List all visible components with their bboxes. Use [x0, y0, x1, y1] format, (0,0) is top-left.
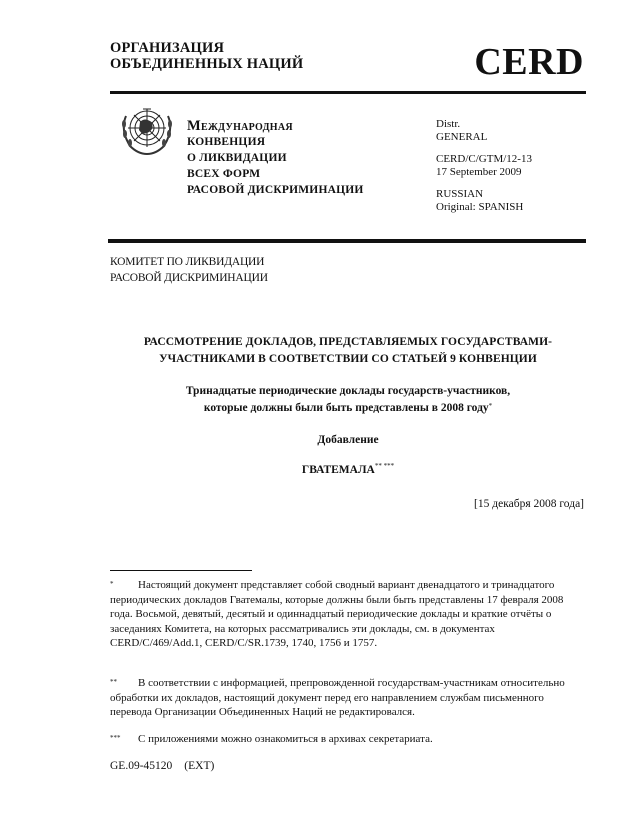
convention-line-4: ВСЕХ ФОРМ	[187, 168, 261, 180]
main-heading-line-1: РАССМОТРЕНИЕ ДОКЛАДОВ, ПРЕДСТАВЛЯЕМЫХ ГОСУДАРСТВАМИ-	[143, 336, 553, 348]
organization-line-2: ОБЪЕДИНЕННЫХ НАЦИЙ	[110, 56, 304, 72]
footnote-text: Настоящий документ представляет собой сводный вариант двенадцатого и тринадцатого периодических докладов Гватемалы, которые должны были быть представлены 17 февраля 2008 года. Восьмой, девятый, десятый и одиннадцатый периодические доклады и краткие отчёты о заседаниях Комитета, на которых рассматривались эти доклады, см. в документах CERD/C/469/Add.1, CERD/C/SR.1739, 1740, 1756 и 1757.	[110, 579, 564, 649]
footnote-1	[110, 578, 580, 651]
sub-heading-line-2: которые должны были быть представлены в 2008 году	[203, 402, 489, 414]
country-name: ГВАТЕМАЛА	[301, 464, 375, 476]
main-heading	[110, 334, 586, 368]
convention-line-5: РАСОВОЙ ДИСКРИМИНАЦИИ	[187, 184, 364, 196]
distr-label: Distr.	[436, 118, 461, 130]
report-date: [15 декабря 2008 года]	[474, 498, 584, 510]
distr-value: GENERAL	[436, 131, 488, 143]
convention-title	[187, 118, 364, 198]
footnote-3	[110, 732, 580, 747]
document-symbol: CERD/C/GTM/12-13	[436, 153, 532, 165]
footnote-separator	[110, 570, 252, 571]
addendum-label: Добавление	[317, 434, 379, 446]
section-divider	[108, 239, 586, 243]
job-number-code: GE.09-45120	[110, 760, 173, 772]
sub-heading-line-1: Тринадцатые периодические доклады государств-участников,	[185, 385, 511, 397]
footnote-mark: *	[110, 580, 114, 588]
footnote-ref-1[interactable]: *	[488, 402, 493, 410]
main-heading-line-2: УЧАСТНИКАМИ В СООТВЕТСТВИИ СО СТАТЬЕЙ 9 КОНВЕНЦИИ	[159, 353, 537, 365]
footnote-mark: **	[110, 678, 117, 686]
footnote-mark: ***	[110, 734, 121, 742]
document-metadata	[436, 118, 532, 214]
convention-line-3: О ЛИКВИДАЦИИ	[187, 152, 287, 164]
committee-line-2: РАСОВОЙ ДИСКРИМИНАЦИИ	[110, 272, 268, 284]
un-emblem-icon	[118, 104, 176, 156]
organization-name	[110, 40, 303, 72]
committee-name	[110, 254, 268, 286]
footnote-2	[110, 676, 580, 720]
document-date: 17 September 2009	[436, 166, 522, 178]
job-number	[110, 760, 226, 772]
original-language: Original: SPANISH	[436, 201, 524, 213]
header-divider	[110, 91, 586, 94]
document-language: RUSSIAN	[436, 188, 484, 200]
footnote-text: С приложениями можно ознакомиться в архивах секретариата.	[138, 733, 433, 745]
footnote-text: В соответствии с информацией, препровожденной государствам-участникам относительно обработки их докладов, настоящий документ перед его направлением службам письменного перевода Организации Объединенных Наций не редактировался.	[110, 677, 565, 718]
convention-line-2: КОНВЕНЦИЯ	[187, 136, 266, 148]
convention-line-1: Международная	[187, 118, 293, 134]
sub-heading	[110, 383, 586, 417]
job-number-ext: (EXT)	[184, 760, 215, 772]
country-heading	[110, 464, 586, 476]
footnote-ref-2-3[interactable]: ** ***	[374, 462, 395, 470]
organization-line-1: ОРГАНИЗАЦИЯ	[110, 40, 225, 56]
committee-line-1: КОМИТЕТ ПО ЛИКВИДАЦИИ	[110, 256, 265, 268]
document-series-symbol: CERD	[474, 41, 584, 83]
